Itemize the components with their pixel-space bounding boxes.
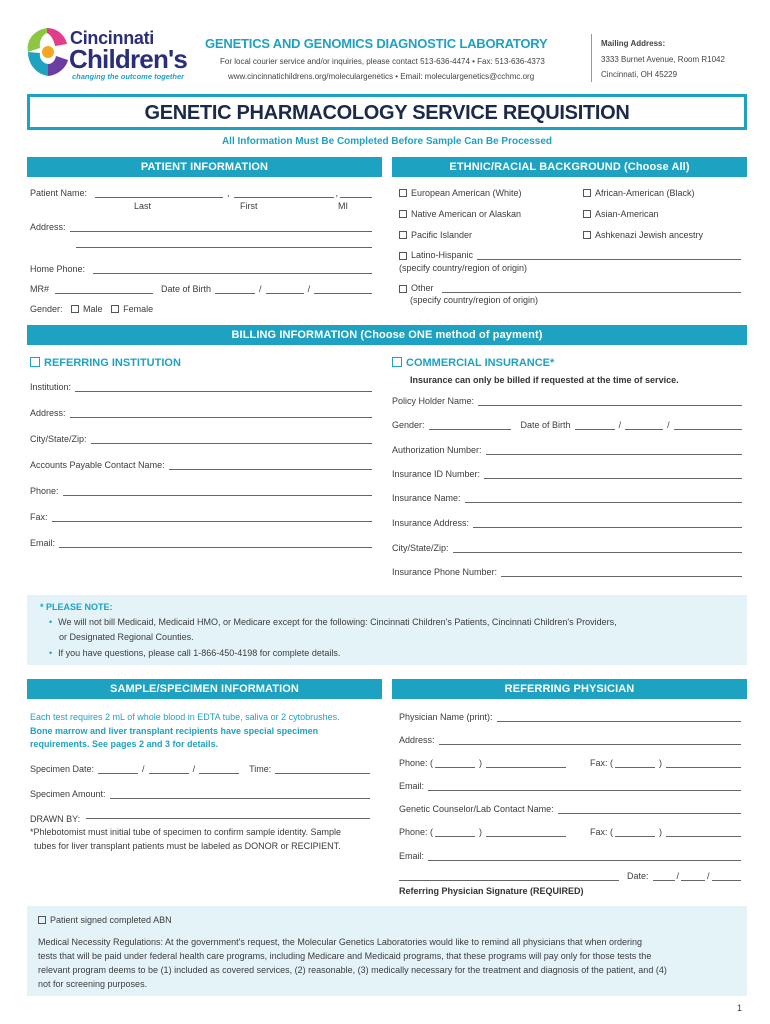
mr-label: MR# — [30, 284, 50, 294]
mi-label: MI — [338, 201, 348, 211]
auth-number-field[interactable] — [392, 445, 742, 455]
counselor-phone-number[interactable] — [486, 828, 566, 837]
female-checkbox[interactable] — [111, 305, 119, 313]
page-title: GENETIC PHARMACOLOGY SERVICE REQUISITION — [144, 102, 630, 124]
page-number: 1 — [737, 1003, 743, 1013]
physician-email-field[interactable] — [399, 781, 741, 791]
note-bullet-2: • If you have questions, please call 1-866-450-4198 for complete details. — [49, 648, 341, 658]
specimen-date-day[interactable] — [149, 765, 189, 774]
header-divider — [591, 34, 592, 82]
auth-number-label: Authorization Number: — [392, 445, 482, 455]
insurance-name-field[interactable] — [392, 493, 742, 503]
specimen-date-month[interactable] — [98, 765, 138, 774]
inst-fax-label: Fax: — [30, 512, 48, 522]
mailing-line1: 3333 Burnet Avenue, Room R1042 — [601, 55, 725, 64]
ethnic-other[interactable] — [399, 283, 741, 293]
sig-date-month[interactable] — [653, 872, 675, 881]
insurance-id-label: Insurance ID Number: — [392, 469, 481, 479]
male-checkbox[interactable] — [71, 305, 79, 313]
mr-dob-field[interactable]: MR# Date of Birth / / — [30, 284, 372, 294]
physician-name-label: Physician Name (print): — [399, 712, 493, 722]
physician-phone-label: Phone: ( — [399, 758, 434, 768]
please-note-box — [27, 595, 747, 665]
page-subtitle: All Information Must Be Completed Before Sample Can Be Processed — [221, 136, 553, 147]
inst-email-label: Email: — [30, 538, 56, 548]
policy-holder-field[interactable] — [392, 396, 742, 406]
counselor-phone-label: Phone: ( — [399, 827, 434, 837]
latino-label: Latino-Hispanic — [411, 250, 474, 260]
specimen-amount-label: Specimen Amount: — [30, 789, 106, 799]
last-label: Last — [134, 201, 152, 211]
drawn-by-line[interactable] — [86, 818, 370, 819]
dob-year-line[interactable] — [314, 285, 372, 294]
ethnic-heading: ETHNIC/RACIAL BACKGROUND (Choose All) — [392, 157, 747, 177]
dob-label: Date of Birth — [161, 284, 212, 294]
other-note: (specify country/region of origin) — [410, 295, 539, 305]
lab-title: GENETICS AND GENOMICS DIAGNOSTIC LABORATORY — [205, 36, 548, 51]
abn-box — [27, 906, 747, 996]
other-checkbox[interactable] — [399, 285, 407, 293]
ethnic-pacific[interactable] — [399, 230, 472, 240]
dob-month-line[interactable] — [215, 285, 255, 294]
ins-dob-day[interactable] — [625, 421, 663, 430]
counselor-field[interactable] — [399, 804, 741, 814]
asian-label: Asian-American — [595, 209, 659, 219]
physician-phone-fax[interactable]: Phone: ( ) Fax: ( ) — [399, 758, 741, 768]
abn-line-3: relevant program deems to be (1) included as covered services, (2) reasonable, (3) medically necessary for the treatment and diagnosis of the patient, and (4) — [38, 965, 667, 975]
european-checkbox[interactable] — [399, 189, 407, 197]
title-frame — [27, 94, 747, 130]
specimen-date-field[interactable]: Specimen Date: / / Time: — [30, 764, 370, 774]
lab-contact: For local courier service and/or inquiries, please contact 513-636-4474 • Fax: 513-636-4373 — [220, 57, 545, 66]
african-checkbox[interactable] — [583, 189, 591, 197]
ethnic-ashkenazi[interactable] — [583, 230, 703, 240]
ins-city-label: City/State/Zip: — [392, 543, 449, 553]
policy-holder-label: Policy Holder Name: — [392, 396, 475, 406]
counselor-fax-label: Fax: ( — [590, 827, 614, 837]
mr-line[interactable] — [55, 285, 153, 294]
address-label: Address: — [30, 222, 66, 232]
abn-line-2: tests that will be paid under federal health care programs, including Medicare and Medicaid programs, that these programs will pay only for those tests the — [38, 951, 652, 961]
inst-email-field[interactable] — [30, 538, 372, 548]
mi-line[interactable] — [340, 189, 372, 198]
native-label: Native American or Alaskan — [411, 209, 522, 219]
phlebotomist-note-1: *Phlebotomist must initial tube of specimen to confirm sample identity. Sample — [30, 827, 341, 837]
physician-name-field[interactable] — [399, 712, 741, 722]
phlebotomist-note-2: tubes for liver transplant patients must be labeled as DONOR or RECIPIENT. — [34, 841, 341, 851]
ins-dob-year[interactable] — [674, 421, 742, 430]
note-bullet-2-text: If you have questions, please call 1-866-450-4198 for complete details. — [58, 648, 341, 658]
inst-address-field[interactable] — [30, 408, 372, 418]
lab-web: www.cincinnatichildrens.org/moleculargenetics • Email: moleculargenetics@cchmc.org — [228, 72, 535, 81]
pacific-checkbox[interactable] — [399, 231, 407, 239]
ethnic-african[interactable] — [583, 188, 695, 198]
mailing-line2: Cincinnati, OH 45229 — [601, 70, 678, 79]
home-phone-field[interactable] — [30, 264, 372, 274]
ashkenazi-label: Ashkenazi Jewish ancestry — [595, 230, 704, 240]
referring-institution-label: REFERRING INSTITUTION — [44, 357, 181, 369]
logo-name-top: Cincinnati — [70, 28, 155, 48]
insurance-phone-field[interactable] — [392, 567, 742, 577]
counselor-phone-area[interactable] — [435, 828, 475, 837]
gender-row — [30, 304, 153, 314]
sig-date-year[interactable] — [712, 872, 741, 881]
logo-name-bottom: Children's — [69, 44, 188, 74]
ins-dob-month[interactable] — [575, 421, 615, 430]
referring-institution-checkbox[interactable] — [30, 357, 40, 367]
commercial-insurance-label: COMMERCIAL INSURANCE* — [406, 357, 555, 369]
insurance-address-label: Insurance Address: — [392, 518, 470, 528]
inst-phone-field[interactable] — [30, 486, 372, 496]
male-label: Male — [83, 304, 103, 314]
physician-fax-area[interactable] — [615, 759, 655, 768]
physician-fax-number[interactable] — [666, 759, 741, 768]
latino-note: (specify country/region of origin) — [399, 263, 528, 273]
please-note-title: * PLEASE NOTE: — [40, 602, 113, 612]
physician-address-field[interactable] — [399, 735, 741, 745]
specimen-date-label: Specimen Date: — [30, 764, 95, 774]
sample-line-3: requirements. See pages 2 and 3 for details. — [30, 739, 219, 749]
insurance-address-field[interactable] — [392, 518, 742, 528]
abn-line-1: Medical Necessity Regulations: At the government's request, the Molecular Genetics Laboratories would like to remind all physicians that when ordering — [38, 937, 643, 947]
home-phone-label: Home Phone: — [30, 264, 86, 274]
signature-line[interactable] — [399, 872, 619, 881]
ins-dob-label: Date of Birth — [520, 420, 571, 430]
commercial-note: Insurance can only be billed if requested at the time of service. — [410, 375, 679, 385]
first-label: First — [240, 201, 258, 211]
ethnic-asian[interactable] — [583, 209, 659, 219]
institution-label: Institution: — [30, 382, 72, 392]
mailing-label: Mailing Address: — [601, 39, 666, 48]
sample-line-1: Each test requires 2 mL of whole blood in EDTA tube, saliva or 2 cytobrushes. — [30, 712, 340, 722]
note-bullet-1-cont: or Designated Regional Counties. — [59, 632, 194, 642]
african-label: African-American (Black) — [595, 188, 695, 198]
referring-institution-heading[interactable] — [30, 357, 181, 369]
commercial-insurance-checkbox[interactable] — [392, 357, 402, 367]
sig-date-day[interactable] — [681, 872, 705, 881]
patient-name-field[interactable]: Patient Name: , , — [30, 188, 372, 198]
address-field[interactable] — [30, 222, 372, 232]
drawn-by-label: DRAWN BY: — [30, 814, 81, 824]
ins-gender-dob-field[interactable]: Gender: Date of Birth / / — [392, 420, 742, 430]
inst-city-field[interactable] — [30, 434, 372, 444]
native-checkbox[interactable] — [399, 210, 407, 218]
counselor-fax-number[interactable] — [666, 828, 741, 837]
european-label: European American (White) — [411, 188, 522, 198]
signature-date-row[interactable]: Date: / / — [399, 871, 741, 881]
asian-checkbox[interactable] — [583, 210, 591, 218]
counselor-label: Genetic Counselor/Lab Contact Name: — [399, 804, 554, 814]
abn-checkbox-label: Patient signed completed ABN — [50, 915, 172, 925]
inst-phone-label: Phone: — [30, 486, 59, 496]
ethnic-native[interactable] — [399, 209, 521, 219]
physician-email-label: Email: — [399, 781, 425, 791]
dob-day-line[interactable] — [266, 285, 304, 294]
logo-tagline: changing the outcome together — [72, 72, 185, 81]
physician-fax-label: Fax: ( — [590, 758, 614, 768]
signature-label: Referring Physician Signature (REQUIRED) — [399, 886, 584, 896]
inst-address-label: Address: — [30, 408, 66, 418]
date-label: Date: — [627, 871, 649, 881]
specimen-amount-field[interactable] — [30, 789, 370, 799]
sample-heading: SAMPLE/SPECIMEN INFORMATION — [27, 679, 382, 699]
time-label: Time: — [249, 764, 272, 774]
inst-city-label: City/State/Zip: — [30, 434, 87, 444]
counselor-email-label: Email: — [399, 851, 425, 861]
gender-label: Gender: — [30, 304, 63, 314]
counselor-phone-fax[interactable]: Phone: ( ) Fax: ( ) — [399, 827, 741, 837]
specimen-date-year[interactable] — [199, 765, 239, 774]
pacific-label: Pacific Islander — [411, 230, 473, 240]
ap-contact-label: Accounts Payable Contact Name: — [30, 460, 165, 470]
latino-checkbox[interactable] — [399, 252, 407, 260]
other-label: Other — [411, 283, 434, 293]
ashkenazi-checkbox[interactable] — [583, 231, 591, 239]
insurance-phone-label: Insurance Phone Number: — [392, 567, 498, 577]
insurance-name-label: Insurance Name: — [392, 493, 461, 503]
commercial-insurance-heading[interactable] — [392, 357, 554, 369]
female-label: Female — [123, 304, 154, 314]
address-line-2[interactable] — [76, 247, 372, 248]
abn-checkbox[interactable] — [38, 916, 46, 924]
insurance-id-field[interactable] — [392, 469, 742, 479]
ethnic-european[interactable] — [399, 188, 522, 198]
ins-gender-label: Gender: — [392, 420, 425, 430]
note-bullet-1: • We will not bill Medicaid, Medicaid HMO, or Medicare except for the following: Cincinnati Children's Patients, Cincinnati Children's Providers, — [49, 617, 617, 627]
counselor-email-field[interactable] — [399, 851, 741, 861]
logo-mark-icon — [22, 26, 72, 78]
patient-info-heading: PATIENT INFORMATION — [27, 157, 382, 177]
ethnic-latino[interactable] — [399, 250, 741, 260]
sample-line-2: Bone marrow and liver transplant recipients have special specimen — [30, 726, 319, 736]
note-bullet-1-text: We will not bill Medicaid, Medicaid HMO, or Medicare except for the following: Cincinnati Children's Patients, Cincinnati Children's Providers, — [58, 617, 617, 627]
ins-gender-line[interactable] — [429, 421, 511, 430]
ins-city-field[interactable] — [392, 543, 742, 553]
billing-heading: BILLING INFORMATION (Choose ONE method of payment) — [27, 325, 747, 345]
inst-fax-field[interactable] — [30, 512, 372, 522]
first-name-line[interactable] — [234, 189, 334, 198]
physician-phone-number[interactable] — [486, 759, 566, 768]
abn-checkbox-row[interactable] — [38, 915, 172, 925]
ap-contact-field[interactable] — [30, 460, 372, 470]
counselor-fax-area[interactable] — [615, 828, 655, 837]
physician-phone-area[interactable] — [435, 759, 475, 768]
physician-heading: REFERRING PHYSICIAN — [392, 679, 747, 699]
logo — [22, 24, 192, 82]
last-name-line[interactable] — [95, 189, 223, 198]
abn-line-4: not for screening purposes. — [38, 979, 148, 989]
patient-name-label: Patient Name: — [30, 188, 88, 198]
institution-field[interactable] — [30, 382, 372, 392]
time-line[interactable] — [275, 765, 370, 774]
physician-address-label: Address: — [399, 735, 435, 745]
